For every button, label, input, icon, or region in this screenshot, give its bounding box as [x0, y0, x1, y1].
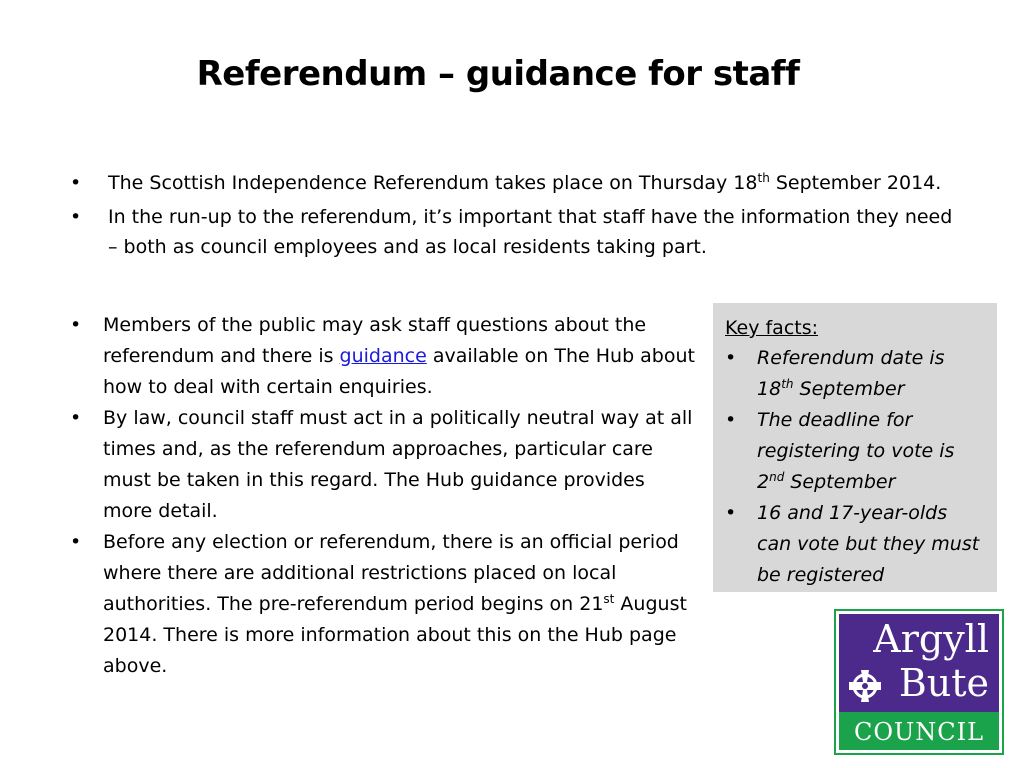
- key-facts-box: [713, 303, 997, 592]
- argyll-bute-council-logo: [834, 609, 1004, 755]
- key-fact-registration-deadline: • The deadline for registering to vote is 2nd September: [725, 405, 985, 498]
- intro-bullet-date: • The Scottish Independence Referendum takes place on Thursday 18th September 2014.: [70, 168, 960, 198]
- guidance-bullet-list: [70, 310, 695, 682]
- intro-bullet-information: • In the run-up to the referendum, it’s important that staff have the information they need – both as council employees and as local residents taking part.: [70, 202, 960, 262]
- logo-text-council: COUNCIL: [839, 712, 999, 750]
- guidance-link[interactable]: guidance: [339, 345, 427, 367]
- key-facts-list: [725, 343, 985, 591]
- bullet-icon: •: [70, 314, 82, 336]
- key-fact-referendum-date: • Referendum date is 18th September: [725, 343, 985, 405]
- key-facts-heading: Key facts:: [725, 317, 819, 339]
- celtic-cross-icon: [847, 668, 883, 704]
- logo-purple-panel: [839, 614, 999, 712]
- logo-text-argyll: Argyll: [873, 617, 989, 661]
- bullet-icon: •: [725, 347, 737, 369]
- intro-bullet-list: [70, 168, 960, 266]
- guidance-bullet-public-questions: • Members of the public may ask staff questions about the referendum and there is guidance available on The Hub about how to deal with certain enquiries.: [70, 310, 695, 403]
- bullet-icon: •: [70, 172, 82, 194]
- bullet-icon: •: [70, 206, 82, 228]
- guidance-bullet-neutrality: • By law, council staff must act in a politically neutral way at all times and, as the referendum approaches, particular care must be taken in this regard. The Hub guidance provides more detail.: [70, 403, 695, 527]
- guidance-bullet-pre-referendum-period: • Before any election or referendum, there is an official period where there are additional restrictions placed on local authorities. The pre-referendum period begins on 21st August 2014. There is more information about this on the Hub page above.: [70, 527, 695, 682]
- bullet-icon: •: [725, 502, 737, 524]
- bullet-icon: •: [725, 409, 737, 431]
- key-fact-voting-age: • 16 and 17-year-olds can vote but they must be registered: [725, 498, 985, 591]
- logo-text-bute: Bute: [898, 661, 989, 705]
- slide-title: Referendum – guidance for staff: [196, 54, 800, 94]
- bullet-icon: •: [70, 531, 82, 553]
- bullet-icon: •: [70, 407, 82, 429]
